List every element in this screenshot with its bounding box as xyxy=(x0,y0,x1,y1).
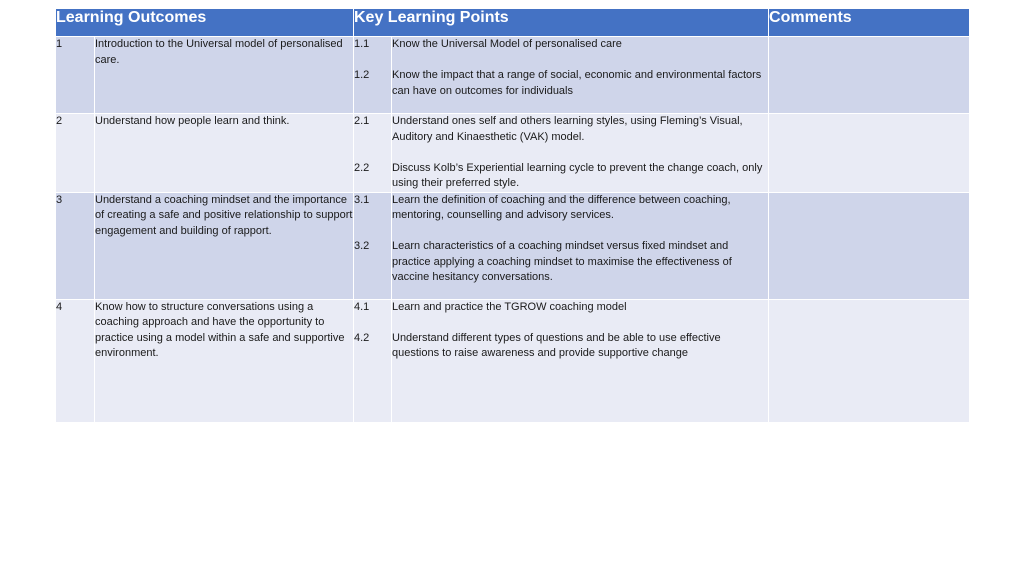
outcome-number: 1 xyxy=(56,37,95,114)
point-text: Learn characteristics of a coaching mindset versus fixed mindset and practice applying a coaching mindset to maximise the effectiveness of vaccine hesitancy conversations. xyxy=(392,240,732,283)
point-numbers xyxy=(354,192,392,299)
point-texts xyxy=(392,114,769,193)
outcome-text: Introduction to the Universal model of personalised care. xyxy=(95,37,354,114)
comment-cell[interactable] xyxy=(769,192,970,299)
outcome-text: Know how to structure conversations using a coaching approach and have the opportunity to practice using a model within a safe and supportive environment. xyxy=(95,299,354,422)
point-text: Understand ones self and others learning styles, using Fleming’s Visual, Auditory and Kinaesthetic (VAK) model. xyxy=(392,115,743,143)
point-text: Learn the definition of coaching and the difference between coaching, mentoring, counselling and advisory services. xyxy=(392,193,731,221)
point-number: 4.2 xyxy=(354,331,370,344)
header-key-learning-points: Key Learning Points xyxy=(354,9,769,37)
point-number: 3.1 xyxy=(354,193,370,206)
point-text: Discuss Kolb’s Experiential learning cycle to prevent the change coach, only using their preferred style. xyxy=(392,161,763,189)
outcome-number: 3 xyxy=(56,192,95,299)
point-number: 2.1 xyxy=(354,115,370,127)
comment-cell[interactable] xyxy=(769,37,970,114)
point-text: Understand different types of questions and be able to use effective questions to raise awareness and provide supportive change xyxy=(392,331,721,359)
table-row xyxy=(56,299,970,422)
header-comments: Comments xyxy=(769,9,970,37)
outcome-text: Understand a coaching mindset and the importance of creating a safe and positive relationship to support engagement and building of rapport. xyxy=(95,192,354,299)
point-numbers xyxy=(354,37,392,114)
point-numbers xyxy=(354,114,392,193)
comment-cell[interactable] xyxy=(769,299,970,422)
point-number: 1.1 xyxy=(354,38,370,50)
point-text: Know the impact that a range of social, economic and environmental factors can have on outcomes for individuals xyxy=(392,69,762,97)
learning-outcomes-table xyxy=(55,8,970,423)
outcome-number: 2 xyxy=(56,114,95,193)
header-row xyxy=(56,9,970,37)
point-number: 1.2 xyxy=(354,69,370,81)
point-texts xyxy=(392,37,769,114)
point-texts xyxy=(392,299,769,422)
table-row xyxy=(56,114,970,193)
point-number: 4.1 xyxy=(354,300,370,313)
table-row xyxy=(56,37,970,114)
point-numbers xyxy=(354,299,392,422)
point-texts xyxy=(392,192,769,299)
point-text: Learn and practice the TGROW coaching model xyxy=(392,300,627,313)
point-number: 2.2 xyxy=(354,161,370,174)
table-row xyxy=(56,192,970,299)
point-text: Know the Universal Model of personalised care xyxy=(392,38,622,50)
outcome-number: 4 xyxy=(56,299,95,422)
point-number: 3.2 xyxy=(354,240,370,252)
header-learning-outcomes: Learning Outcomes xyxy=(56,9,354,37)
outcome-text: Understand how people learn and think. xyxy=(95,114,354,193)
comment-cell[interactable] xyxy=(769,114,970,193)
